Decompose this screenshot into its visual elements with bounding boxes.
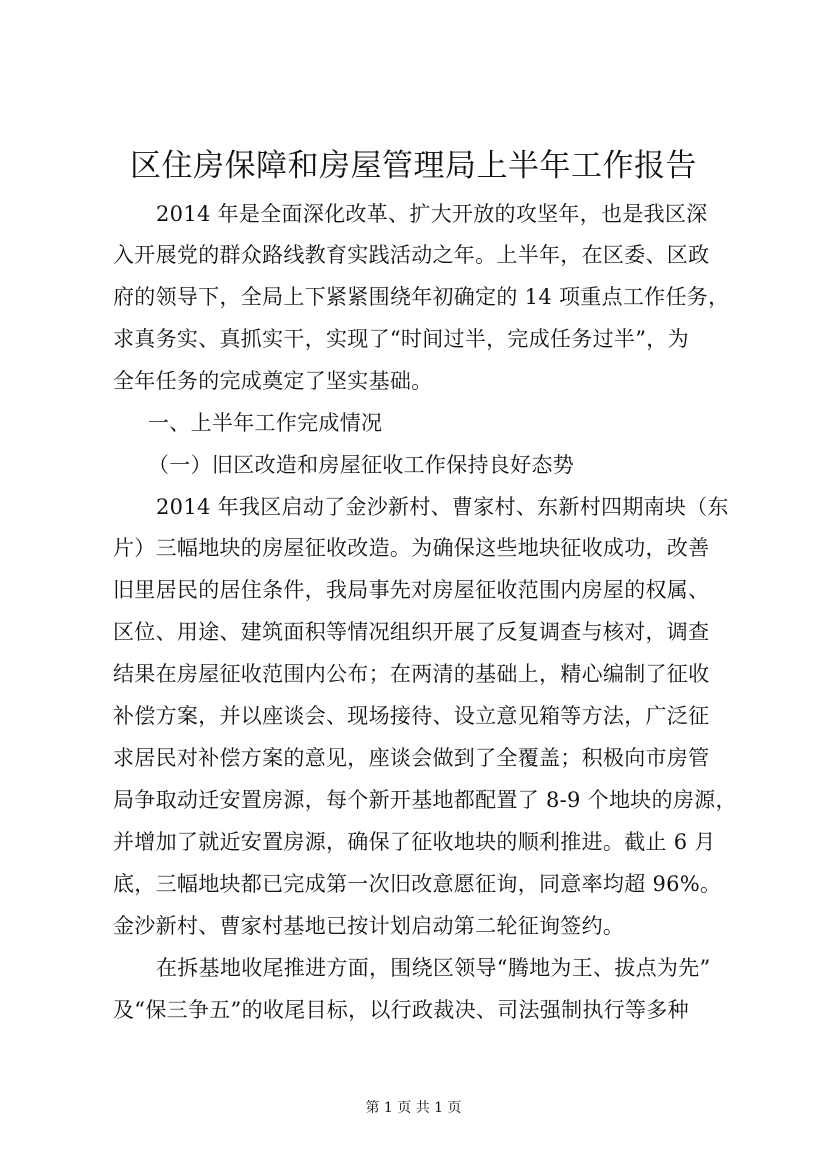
body-line: 在拆基地收尾推进方面，围绕区领导“腾地为王、拔点为先”	[156, 956, 711, 980]
body-line: 府的领导下，全局上下紧紧围绕年初确定的 14 项重点工作任务，	[113, 285, 730, 309]
body-line: 补偿方案，并以座谈会、现场接待、设立意见箱等方法，广泛征	[113, 704, 710, 728]
body-line: 及“保三争五”的收尾目标，以行政裁决、司法强制执行等多种	[113, 998, 689, 1022]
body-line: 全年任务的完成奠定了坚实基础。	[113, 369, 433, 393]
body-line: 2014 年我区启动了金沙新村、曹家村、东新村四期南块（东	[156, 495, 729, 519]
body-line: 求真务实、真抓实干，实现了“时间过半，完成任务过半”，为	[113, 327, 689, 351]
page-number: 第 1 页 共 1 页	[365, 1100, 462, 1116]
subsection-heading: （一）旧区改造和房屋征收工作保持良好态势	[148, 453, 574, 477]
body-line: 入开展党的群众路线教育实践活动之年。上半年，在区委、区政	[113, 243, 710, 267]
body-line: 局争取动迁安置房源，每个新开基地都配置了 8-9 个地块的房源，	[113, 788, 737, 812]
document-title: 区住房保障和房屋管理局上半年工作报告	[130, 148, 697, 184]
body-line: 旧里居民的居住条件，我局事先对房屋征收范围内房屋的权属、	[113, 578, 710, 602]
body-line: 区位、用途、建筑面积等情况组织开展了反复调查与核对，调查	[113, 620, 710, 644]
body-line: 求居民对补偿方案的意见，座谈会做到了全覆盖；积极向市房管	[113, 746, 710, 770]
body-line: 底，三幅地块都已完成第一次旧改意愿征询，同意率均超 96%。	[113, 872, 722, 896]
body-line: 并增加了就近安置房源，确保了征收地块的顺利推进。截止 6 月	[113, 830, 716, 854]
body-line: 结果在房屋征收范围内公布；在两清的基础上，精心编制了征收	[113, 662, 710, 686]
section-heading: 一、上半年工作完成情况	[148, 411, 383, 435]
body-line: 金沙新村、曹家村基地已按计划启动第二轮征询签约。	[113, 914, 625, 938]
body-line: 2014 年是全面深化改革、扩大开放的攻坚年，也是我区深	[156, 202, 708, 226]
body-line: 片）三幅地块的房屋征收改造。为确保这些地块征收成功，改善	[113, 536, 710, 560]
